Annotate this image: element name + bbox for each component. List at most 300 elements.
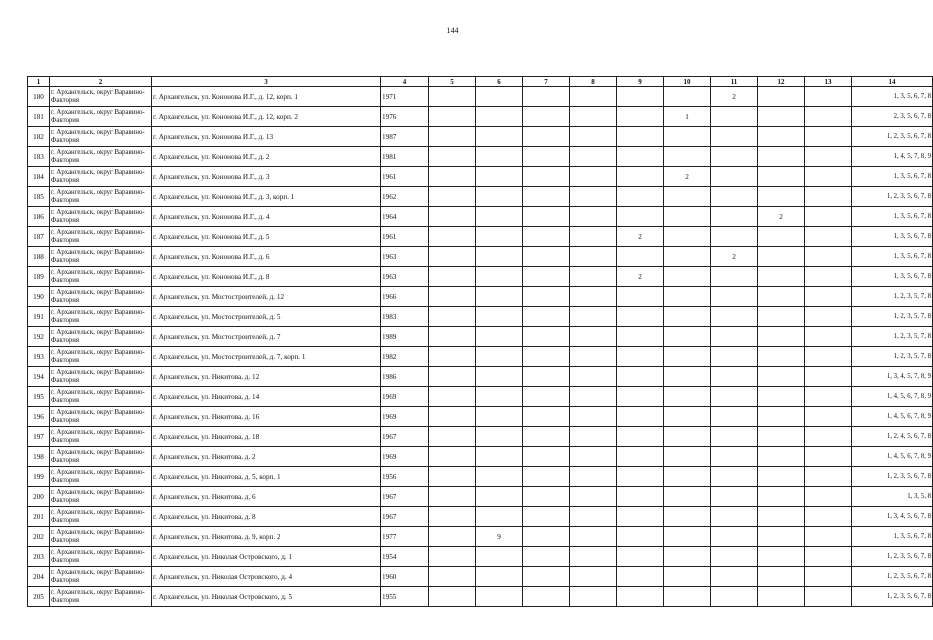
district-cell: г. Архангельск, округ Варавино-Фактория	[50, 527, 152, 547]
codes-cell: 1, 3, 4, 5, 7, 8, 9	[852, 367, 933, 387]
col12-cell	[758, 147, 805, 167]
col13-cell	[805, 167, 852, 187]
col5-cell	[429, 247, 476, 267]
table-row	[28, 387, 933, 407]
col6-cell	[476, 467, 523, 487]
col12-cell	[758, 327, 805, 347]
row-number-cell: 201	[28, 507, 50, 527]
col11-cell	[711, 147, 758, 167]
col5-cell	[429, 267, 476, 287]
district-cell: г. Архангельск, округ Варавино-Фактория	[50, 307, 152, 327]
col10-cell	[664, 247, 711, 267]
col12-cell	[758, 127, 805, 147]
col6-cell	[476, 327, 523, 347]
col9-cell	[617, 107, 664, 127]
table-row	[28, 327, 933, 347]
col10-cell	[664, 287, 711, 307]
col13-cell	[805, 87, 852, 107]
address-cell: г. Архангельск, ул. Кононова И.Г., д. 13	[152, 127, 381, 147]
column-header-14: 14	[852, 77, 933, 87]
col12-cell	[758, 567, 805, 587]
col6-cell	[476, 267, 523, 287]
col7-cell	[523, 587, 570, 607]
col6-cell	[476, 207, 523, 227]
table-row	[28, 187, 933, 207]
col8-cell	[570, 347, 617, 367]
year-cell: 1982	[381, 347, 429, 367]
address-cell: г. Архангельск, ул. Кононова И.Г., д. 5	[152, 227, 381, 247]
col9-cell	[617, 127, 664, 147]
col6-cell	[476, 127, 523, 147]
col7-cell	[523, 107, 570, 127]
col10-cell	[664, 567, 711, 587]
column-header-10: 10	[664, 77, 711, 87]
column-header-4: 4	[381, 77, 429, 87]
col6-cell	[476, 347, 523, 367]
col10-cell: 2	[664, 167, 711, 187]
col6-cell	[476, 367, 523, 387]
codes-cell: 1, 3, 5, 6, 7, 8	[852, 167, 933, 187]
codes-cell: 1, 2, 3, 5, 6, 7, 8	[852, 187, 933, 207]
col10-cell	[664, 327, 711, 347]
col8-cell	[570, 187, 617, 207]
col10-cell: 1	[664, 107, 711, 127]
col11-cell	[711, 287, 758, 307]
row-number-cell: 181	[28, 107, 50, 127]
col5-cell	[429, 387, 476, 407]
district-cell: г. Архангельск, округ Варавино-Фактория	[50, 107, 152, 127]
col5-cell	[429, 487, 476, 507]
row-number-cell: 190	[28, 287, 50, 307]
col5-cell	[429, 147, 476, 167]
table-row	[28, 87, 933, 107]
col13-cell	[805, 227, 852, 247]
row-number-cell: 194	[28, 367, 50, 387]
col10-cell	[664, 367, 711, 387]
col11-cell	[711, 427, 758, 447]
column-header-3: 3	[152, 77, 381, 87]
col9-cell	[617, 147, 664, 167]
col13-cell	[805, 187, 852, 207]
table-row	[28, 267, 933, 287]
row-number-cell: 187	[28, 227, 50, 247]
col6-cell	[476, 507, 523, 527]
row-number-cell: 184	[28, 167, 50, 187]
col7-cell	[523, 447, 570, 467]
col9-cell	[617, 547, 664, 567]
address-cell: г. Архангельск, ул. Мостостроителей, д. 12	[152, 287, 381, 307]
codes-cell: 1, 2, 3, 5, 7, 8	[852, 287, 933, 307]
row-number-cell: 189	[28, 267, 50, 287]
address-cell: г. Архангельск, ул. Мостостроителей, д. 7, корп. 1	[152, 347, 381, 367]
col12-cell	[758, 587, 805, 607]
address-cell: г. Архангельск, ул. Никитова, д. 18	[152, 427, 381, 447]
col7-cell	[523, 167, 570, 187]
col13-cell	[805, 527, 852, 547]
col7-cell	[523, 547, 570, 567]
col8-cell	[570, 507, 617, 527]
col11-cell	[711, 547, 758, 567]
col13-cell	[805, 147, 852, 167]
col9-cell	[617, 387, 664, 407]
row-number-cell: 204	[28, 567, 50, 587]
col11-cell	[711, 527, 758, 547]
address-cell: г. Архангельск, ул. Кононова И.Г., д. 12, корп. 2	[152, 107, 381, 127]
district-cell: г. Архангельск, округ Варавино-Фактория	[50, 247, 152, 267]
col9-cell	[617, 167, 664, 187]
col12-cell	[758, 87, 805, 107]
address-cell: г. Архангельск, ул. Кононова И.Г., д. 8	[152, 267, 381, 287]
col5-cell	[429, 187, 476, 207]
col10-cell	[664, 187, 711, 207]
row-number-cell: 191	[28, 307, 50, 327]
col10-cell	[664, 387, 711, 407]
col11-cell	[711, 327, 758, 347]
column-header-7: 7	[523, 77, 570, 87]
col5-cell	[429, 447, 476, 467]
table-row	[28, 367, 933, 387]
column-header-1: 1	[28, 77, 50, 87]
col12-cell	[758, 367, 805, 387]
col7-cell	[523, 307, 570, 327]
year-cell: 1964	[381, 207, 429, 227]
col9-cell	[617, 587, 664, 607]
col11-cell	[711, 367, 758, 387]
col13-cell	[805, 487, 852, 507]
address-cell: г. Архангельск, ул. Кононова И.Г., д. 3, корп. 1	[152, 187, 381, 207]
col10-cell	[664, 147, 711, 167]
col8-cell	[570, 267, 617, 287]
col6-cell	[476, 547, 523, 567]
year-cell: 1955	[381, 587, 429, 607]
address-cell: г. Архангельск, ул. Никитова, д. 8	[152, 507, 381, 527]
column-header-12: 12	[758, 77, 805, 87]
col11-cell	[711, 227, 758, 247]
col10-cell	[664, 427, 711, 447]
col13-cell	[805, 347, 852, 367]
column-header-2: 2	[50, 77, 152, 87]
col5-cell	[429, 427, 476, 447]
district-cell: г. Архангельск, округ Варавино-Фактория	[50, 387, 152, 407]
col7-cell	[523, 427, 570, 447]
year-cell: 1983	[381, 307, 429, 327]
col13-cell	[805, 207, 852, 227]
col11-cell	[711, 567, 758, 587]
table-row	[28, 127, 933, 147]
col8-cell	[570, 407, 617, 427]
col12-cell	[758, 227, 805, 247]
col9-cell	[617, 507, 664, 527]
address-cell: г. Архангельск, ул. Никитова, д. 16	[152, 407, 381, 427]
col9-cell	[617, 307, 664, 327]
col6-cell	[476, 387, 523, 407]
col13-cell	[805, 507, 852, 527]
col6-cell	[476, 587, 523, 607]
codes-cell: 2, 3, 5, 6, 7, 8	[852, 107, 933, 127]
col10-cell	[664, 587, 711, 607]
table-row	[28, 147, 933, 167]
col9-cell	[617, 407, 664, 427]
col7-cell	[523, 227, 570, 247]
row-number-cell: 197	[28, 427, 50, 447]
col7-cell	[523, 247, 570, 267]
housing-register-table	[27, 76, 933, 607]
district-cell: г. Архангельск, округ Варавино-Фактория	[50, 187, 152, 207]
col6-cell	[476, 147, 523, 167]
codes-cell: 1, 2, 4, 5, 6, 7, 8	[852, 427, 933, 447]
codes-cell: 1, 3, 4, 5, 6, 7, 8	[852, 507, 933, 527]
col8-cell	[570, 487, 617, 507]
table-row	[28, 447, 933, 467]
col10-cell	[664, 127, 711, 147]
col6-cell: 9	[476, 527, 523, 547]
col7-cell	[523, 327, 570, 347]
district-cell: г. Архангельск, округ Варавино-Фактория	[50, 407, 152, 427]
codes-cell: 1, 2, 3, 5, 7, 8	[852, 347, 933, 367]
row-number-cell: 196	[28, 407, 50, 427]
col7-cell	[523, 347, 570, 367]
codes-cell: 1, 2, 3, 5, 6, 7, 8	[852, 587, 933, 607]
col13-cell	[805, 407, 852, 427]
col7-cell	[523, 527, 570, 547]
row-number-cell: 192	[28, 327, 50, 347]
col7-cell	[523, 387, 570, 407]
col8-cell	[570, 127, 617, 147]
district-cell: г. Архангельск, округ Варавино-Фактория	[50, 367, 152, 387]
district-cell: г. Архангельск, округ Варавино-Фактория	[50, 287, 152, 307]
table-row	[28, 407, 933, 427]
col6-cell	[476, 487, 523, 507]
row-number-cell: 195	[28, 387, 50, 407]
col11-cell	[711, 207, 758, 227]
col5-cell	[429, 367, 476, 387]
col5-cell	[429, 407, 476, 427]
year-cell: 1963	[381, 267, 429, 287]
col5-cell	[429, 567, 476, 587]
col8-cell	[570, 287, 617, 307]
col11-cell: 2	[711, 247, 758, 267]
col7-cell	[523, 147, 570, 167]
col13-cell	[805, 447, 852, 467]
codes-cell: 1, 4, 5, 6, 7, 8, 9	[852, 407, 933, 427]
col5-cell	[429, 107, 476, 127]
district-cell: г. Архангельск, округ Варавино-Фактория	[50, 147, 152, 167]
col11-cell	[711, 307, 758, 327]
col13-cell	[805, 267, 852, 287]
codes-cell: 1, 2, 3, 5, 7, 8	[852, 307, 933, 327]
col10-cell	[664, 347, 711, 367]
col8-cell	[570, 107, 617, 127]
codes-cell: 1, 4, 5, 7, 8, 9	[852, 147, 933, 167]
col12-cell	[758, 267, 805, 287]
col12-cell	[758, 547, 805, 567]
year-cell: 1981	[381, 147, 429, 167]
col9-cell	[617, 487, 664, 507]
year-cell: 1967	[381, 487, 429, 507]
col12-cell	[758, 527, 805, 547]
table-row	[28, 107, 933, 127]
col12-cell	[758, 107, 805, 127]
address-cell: г. Архангельск, ул. Никитова, д. 6	[152, 487, 381, 507]
col7-cell	[523, 87, 570, 107]
col10-cell	[664, 447, 711, 467]
col8-cell	[570, 367, 617, 387]
table-row	[28, 167, 933, 187]
district-cell: г. Архангельск, округ Варавино-Фактория	[50, 447, 152, 467]
address-cell: г. Архангельск, ул. Кононова И.Г., д. 3	[152, 167, 381, 187]
district-cell: г. Архангельск, округ Варавино-Фактория	[50, 507, 152, 527]
col12-cell	[758, 487, 805, 507]
address-cell: г. Архангельск, ул. Николая Островского, д. 1	[152, 547, 381, 567]
table-row	[28, 307, 933, 327]
col10-cell	[664, 547, 711, 567]
year-cell: 1989	[381, 327, 429, 347]
col12-cell: 2	[758, 207, 805, 227]
year-cell: 1969	[381, 447, 429, 467]
col7-cell	[523, 367, 570, 387]
table-row	[28, 587, 933, 607]
col9-cell	[617, 367, 664, 387]
col11-cell	[711, 487, 758, 507]
col6-cell	[476, 307, 523, 327]
col7-cell	[523, 267, 570, 287]
table-row	[28, 427, 933, 447]
address-cell: г. Архангельск, ул. Мостостроителей, д. 7	[152, 327, 381, 347]
address-cell: г. Архангельск, ул. Никитова, д. 12	[152, 367, 381, 387]
col12-cell	[758, 167, 805, 187]
year-cell: 1969	[381, 387, 429, 407]
col8-cell	[570, 527, 617, 547]
col13-cell	[805, 127, 852, 147]
col10-cell	[664, 467, 711, 487]
table-row	[28, 287, 933, 307]
col10-cell	[664, 87, 711, 107]
codes-cell: 1, 4, 5, 6, 7, 8, 9	[852, 447, 933, 467]
col7-cell	[523, 407, 570, 427]
col11-cell	[711, 187, 758, 207]
col5-cell	[429, 527, 476, 547]
col8-cell	[570, 167, 617, 187]
table-row	[28, 487, 933, 507]
col13-cell	[805, 307, 852, 327]
codes-cell: 1, 3, 5, 6, 7, 8	[852, 207, 933, 227]
table-row	[28, 527, 933, 547]
district-cell: г. Архангельск, округ Варавино-Фактория	[50, 87, 152, 107]
row-number-cell: 186	[28, 207, 50, 227]
col6-cell	[476, 427, 523, 447]
column-header-5: 5	[429, 77, 476, 87]
district-cell: г. Архангельск, округ Варавино-Фактория	[50, 427, 152, 447]
row-number-cell: 182	[28, 127, 50, 147]
col11-cell: 2	[711, 87, 758, 107]
col11-cell	[711, 507, 758, 527]
col5-cell	[429, 547, 476, 567]
row-number-cell: 202	[28, 527, 50, 547]
column-header-11: 11	[711, 77, 758, 87]
table-row	[28, 547, 933, 567]
address-cell: г. Архангельск, ул. Кононова И.Г., д. 6	[152, 247, 381, 267]
year-cell: 1976	[381, 107, 429, 127]
district-cell: г. Архангельск, округ Варавино-Фактория	[50, 587, 152, 607]
col11-cell	[711, 467, 758, 487]
year-cell: 1971	[381, 87, 429, 107]
codes-cell: 1, 3, 5, 6, 7, 8	[852, 247, 933, 267]
district-cell: г. Архангельск, округ Варавино-Фактория	[50, 487, 152, 507]
col9-cell	[617, 87, 664, 107]
col5-cell	[429, 587, 476, 607]
table-body	[28, 87, 933, 607]
col9-cell	[617, 207, 664, 227]
codes-cell: 1, 4, 5, 6, 7, 8, 9	[852, 387, 933, 407]
codes-cell: 1, 3, 5, 6, 7, 8	[852, 87, 933, 107]
row-number-cell: 198	[28, 447, 50, 467]
col13-cell	[805, 247, 852, 267]
col8-cell	[570, 327, 617, 347]
col6-cell	[476, 187, 523, 207]
col8-cell	[570, 567, 617, 587]
col12-cell	[758, 467, 805, 487]
col5-cell	[429, 307, 476, 327]
col11-cell	[711, 407, 758, 427]
year-cell: 1966	[381, 287, 429, 307]
col6-cell	[476, 447, 523, 467]
col13-cell	[805, 547, 852, 567]
col9-cell	[617, 287, 664, 307]
table-row	[28, 227, 933, 247]
col12-cell	[758, 407, 805, 427]
col10-cell	[664, 267, 711, 287]
col9-cell	[617, 567, 664, 587]
address-cell: г. Архангельск, ул. Кононова И.Г., д. 2	[152, 147, 381, 167]
col8-cell	[570, 247, 617, 267]
col8-cell	[570, 227, 617, 247]
row-number-cell: 188	[28, 247, 50, 267]
row-number-cell: 200	[28, 487, 50, 507]
year-cell: 1967	[381, 507, 429, 527]
col7-cell	[523, 567, 570, 587]
col9-cell	[617, 427, 664, 447]
year-cell: 1961	[381, 167, 429, 187]
col9-cell	[617, 247, 664, 267]
district-cell: г. Архангельск, округ Варавино-Фактория	[50, 207, 152, 227]
district-cell: г. Архангельск, округ Варавино-Фактория	[50, 327, 152, 347]
col8-cell	[570, 587, 617, 607]
year-cell: 1986	[381, 367, 429, 387]
table-row	[28, 247, 933, 267]
col9-cell	[617, 467, 664, 487]
col6-cell	[476, 107, 523, 127]
row-number-cell: 180	[28, 87, 50, 107]
col12-cell	[758, 447, 805, 467]
codes-cell: 1, 3, 5, 6, 7, 8	[852, 267, 933, 287]
col9-cell	[617, 187, 664, 207]
district-cell: г. Архангельск, округ Варавино-Фактория	[50, 267, 152, 287]
col5-cell	[429, 87, 476, 107]
col5-cell	[429, 507, 476, 527]
col12-cell	[758, 187, 805, 207]
col5-cell	[429, 227, 476, 247]
col5-cell	[429, 207, 476, 227]
col10-cell	[664, 227, 711, 247]
col10-cell	[664, 487, 711, 507]
col7-cell	[523, 487, 570, 507]
col8-cell	[570, 87, 617, 107]
col5-cell	[429, 287, 476, 307]
col11-cell	[711, 107, 758, 127]
col5-cell	[429, 347, 476, 367]
col10-cell	[664, 207, 711, 227]
address-cell: г. Архангельск, ул. Мостостроителей, д. 5	[152, 307, 381, 327]
